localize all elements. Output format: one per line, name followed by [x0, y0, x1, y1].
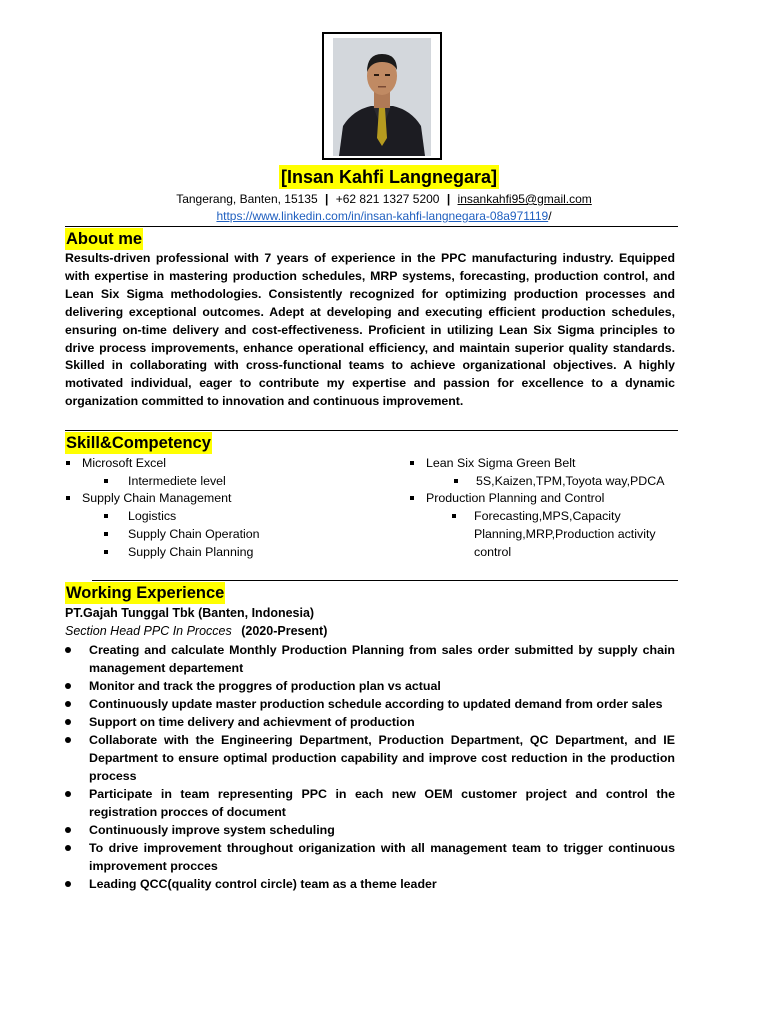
list-item: To drive improvement throughout origanization with all management team to trigger continuous improvement procces: [65, 839, 675, 875]
bullet-icon: [65, 881, 71, 887]
square-bullet-icon: [104, 479, 108, 483]
square-bullet-icon: [410, 461, 414, 465]
skill-sub-item: [64, 508, 384, 526]
list-item: Leading QCC(quality control circle) team as a theme leader: [65, 875, 675, 893]
phone-number: +62 821 1327 5200: [335, 192, 440, 206]
divider: [65, 226, 678, 227]
bullet-icon: [65, 683, 71, 689]
square-bullet-icon: [66, 461, 70, 465]
skill-label: Microsoft Excel: [82, 456, 166, 470]
skill-item: [408, 455, 688, 473]
list-item: Participate in team representing PPC in each new OEM customer project and control the registration procces of document: [65, 785, 675, 821]
company-name: PT.Gajah Tunggal Tbk (Banten, Indonesia): [65, 606, 315, 620]
role-period: (2020-Present): [241, 624, 328, 638]
skill-sub-label: Intermediete level: [128, 473, 226, 488]
linkedin-link[interactable]: https://www.linkedin.com/in/insan-kahfi-langnegara-08a971119: [216, 209, 549, 223]
person-portrait-icon: [333, 38, 431, 156]
experience-heading: Working Experience: [66, 584, 225, 602]
bullet-icon: [65, 827, 71, 833]
skill-item: [64, 490, 384, 508]
about-heading: About me: [66, 230, 143, 248]
skills-left-column: [64, 455, 384, 561]
square-bullet-icon: [454, 479, 458, 483]
divider: [92, 580, 678, 581]
square-bullet-icon: [104, 532, 108, 536]
skill-sub-label: Logistics: [128, 509, 177, 524]
list-item: Creating and calculate Monthly Production Planning from sales order submitted by supply chain management departement: [65, 641, 675, 677]
square-bullet-icon: [104, 550, 108, 554]
skill-sub-label: Supply Chain Planning: [128, 544, 254, 559]
bullet-icon: [65, 719, 71, 725]
profile-photo: [333, 38, 431, 156]
bullet-icon: [65, 737, 71, 743]
list-item: Continuously improve system scheduling: [65, 821, 675, 839]
bullet-icon: [65, 647, 71, 653]
skill-label: Production Planning and Control: [426, 491, 605, 506]
list-item: Monitor and track the proggres of production plan vs actual: [65, 677, 675, 695]
skill-sub-label: 5S,Kaizen,TPM,Toyota way,PDCA: [476, 473, 665, 488]
location: Tangerang, Banten, 15135: [176, 192, 318, 206]
separator: |: [446, 192, 451, 206]
email-link[interactable]: insankahfi95@gmail.com: [457, 192, 592, 206]
role-title: Section Head PPC In Procces: [65, 624, 232, 638]
skill-sub-item: [64, 544, 384, 562]
linkedin-suffix: /: [548, 209, 552, 223]
square-bullet-icon: [410, 496, 414, 500]
linkedin-line: [0, 208, 768, 224]
skills-heading: Skill&Competency: [66, 434, 211, 452]
bullet-icon: [65, 845, 71, 851]
skill-sub-item: [64, 526, 384, 544]
duties-list: [65, 641, 675, 893]
list-item: Support on time delivery and achievment of production: [65, 713, 675, 731]
divider: [65, 430, 678, 431]
list-item: Collaborate with the Engineering Department, Production Department, QC Department, and IE Department to ensure optimal production capability and improve cost reduction in the production process: [65, 731, 675, 785]
profile-photo-frame: [322, 32, 442, 160]
square-bullet-icon: [104, 514, 108, 518]
skill-item: [64, 455, 384, 473]
candidate-name: [Insan Kahfi Langnegara]: [281, 167, 498, 187]
contact-line: [0, 191, 768, 207]
skill-sub-item: [64, 473, 384, 491]
skill-label: Lean Six Sigma Green Belt: [426, 456, 576, 470]
skill-item: [408, 490, 688, 508]
skill-label: Supply Chain Management: [82, 491, 232, 506]
about-text: Results-driven professional with 7 years of experience in the PPC manufacturing industry. Equipped with expertise in mastering production schedules, MRP systems, forecasting, production control, and Lean Six Sigma methodologies. Consistently recognized for optimizing production processes and delivering exceptional outcomes. Adept at developing and executing efficient production schedules, ensuring on-time delivery and cost-effectiveness. Proficient in utilizing Lean Six Sigma principles to drive process improvements, enhance operational efficiency, and maintain superior quality standards. Skilled in collaborating with cross-functional teams to achieve organizational objectives. A highly motivated individual, eager to contribute my expertise and passion for excellence to a dynamic organization committed to innovation and continuous improvement.: [65, 251, 675, 409]
skill-sub-label: Forecasting,MPS,Capacity Planning,MRP,Production activity control: [474, 509, 656, 559]
bullet-icon: [65, 791, 71, 797]
skill-sub-item: [408, 473, 688, 491]
bullet-icon: [65, 701, 71, 707]
list-item: Continuously update master production schedule according to updated demand from order sales: [65, 695, 675, 713]
skills-right-column: [408, 455, 688, 561]
square-bullet-icon: [66, 496, 70, 500]
separator: |: [325, 192, 329, 206]
skill-sub-item: [408, 508, 688, 561]
skill-sub-label: Supply Chain Operation: [128, 526, 260, 541]
square-bullet-icon: [452, 514, 456, 518]
role-line: [65, 623, 327, 640]
